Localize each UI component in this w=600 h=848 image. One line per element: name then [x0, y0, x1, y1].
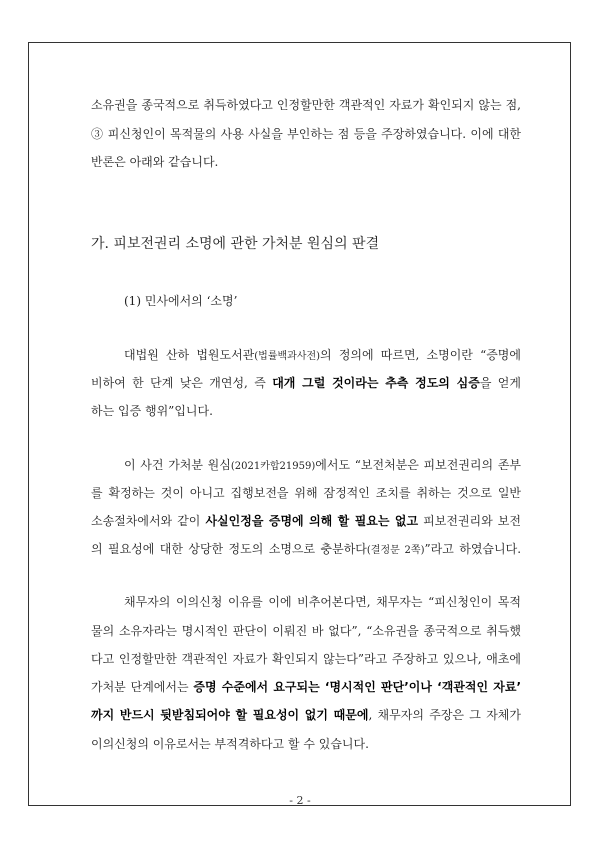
- p1-text: 을 얻게: [479, 376, 521, 390]
- page-number: - 2 -: [289, 794, 311, 807]
- p2-case-number: (2021카합21959): [230, 461, 316, 472]
- intro-line-2: ③ 피신청인이 목적물의 사용 사실을 부인하는 점 등을 주장하였습니다. 이에 대한: [91, 127, 521, 141]
- p3-line-4: [91, 681, 521, 693]
- p3-line-2: 물의 소유자라는 명시적인 판단이 이뤄진 바 없다”, “소유권을 종국적으로 취득했: [91, 624, 521, 638]
- p3-emphasis: 까지 반드시 뒷받침되어야 할 필요성이 없기 때문에: [91, 708, 369, 722]
- p2-line-1: [91, 459, 521, 472]
- p2-emphasis: 사실인정을 증명에 의해 할 필요는 없고: [205, 514, 419, 528]
- p2-text: 소송절차에서와 같이: [91, 514, 206, 528]
- p3-line-6: 이의신청의 이유로서는 부적격하다고 할 수 있습니다.: [91, 737, 369, 751]
- p1-text: 의 정의에 따르면, 소명이란 “증명에: [320, 348, 521, 362]
- p3-text: 채무자의 이의신청 이유를 이에 비추어본다면, 채무자는 “피신청인이 목적: [124, 595, 521, 609]
- p3-line-5: [91, 709, 521, 721]
- p1-emphasis: 대개 그럴 것이라는 추측 정도의 심증: [272, 376, 480, 390]
- intro-line-3: 반론은 아래와 같습니다.: [91, 155, 219, 169]
- p2-text: 이 사건 가처분 원심: [124, 458, 231, 472]
- p2-text: 의 필요성에 대한 상당한 정도의 소명으로 충분하다: [91, 542, 367, 556]
- p1-line-2: [91, 377, 521, 389]
- p2-line-2: 를 확정하는 것이 아니고 집행보전을 위해 잠정적인 조치를 취하는 것으로 일반: [91, 486, 521, 500]
- intro-line-1: 소유권을 종국적으로 취득하였다고 인정할만한 객관적인 자료가 확인되지 않는 점,: [91, 98, 521, 112]
- p2-text: 에서도 “보전처분은 피보전권리의 존부: [315, 458, 521, 472]
- p2-note: (결정문 2쪽): [366, 545, 425, 556]
- p3-line-3: 다고 인정할만한 객관적인 자료가 확인되지 않는다”라고 주장하고 있으나, 애초에: [91, 652, 521, 666]
- p1-text: 비하여 한 단계 낮은 개연성, 즉: [91, 376, 273, 390]
- p2-line-3: [91, 515, 521, 527]
- p3-emphasis: 증명 수준에서 요구되는 ‘명시적인 판단’이나 ‘객관적인 자료’: [193, 680, 521, 694]
- p3-text: , 채무자의 주장은 그 자체가: [368, 708, 521, 722]
- section-heading: 가. 피보전권리 소명에 관한 가처분 원심의 판결: [91, 236, 380, 252]
- p3-text: 가처분 단계에서는: [91, 680, 194, 694]
- p2-text: 피보전권리와 보전: [418, 514, 521, 528]
- p1-text: 대법원 산하 법원도서관: [124, 348, 255, 362]
- subheading: (1) 민사에서의 ‘소명’: [124, 294, 238, 308]
- p1-line-3: 하는 입증 행위”입니다.: [91, 404, 213, 418]
- p1-note: (법률백과사전): [254, 351, 321, 362]
- p1-line-1: [91, 349, 521, 362]
- p2-text: ”라고 하였습니다.: [424, 542, 522, 556]
- p2-line-4: [91, 543, 521, 556]
- p3-line-1: [91, 596, 521, 608]
